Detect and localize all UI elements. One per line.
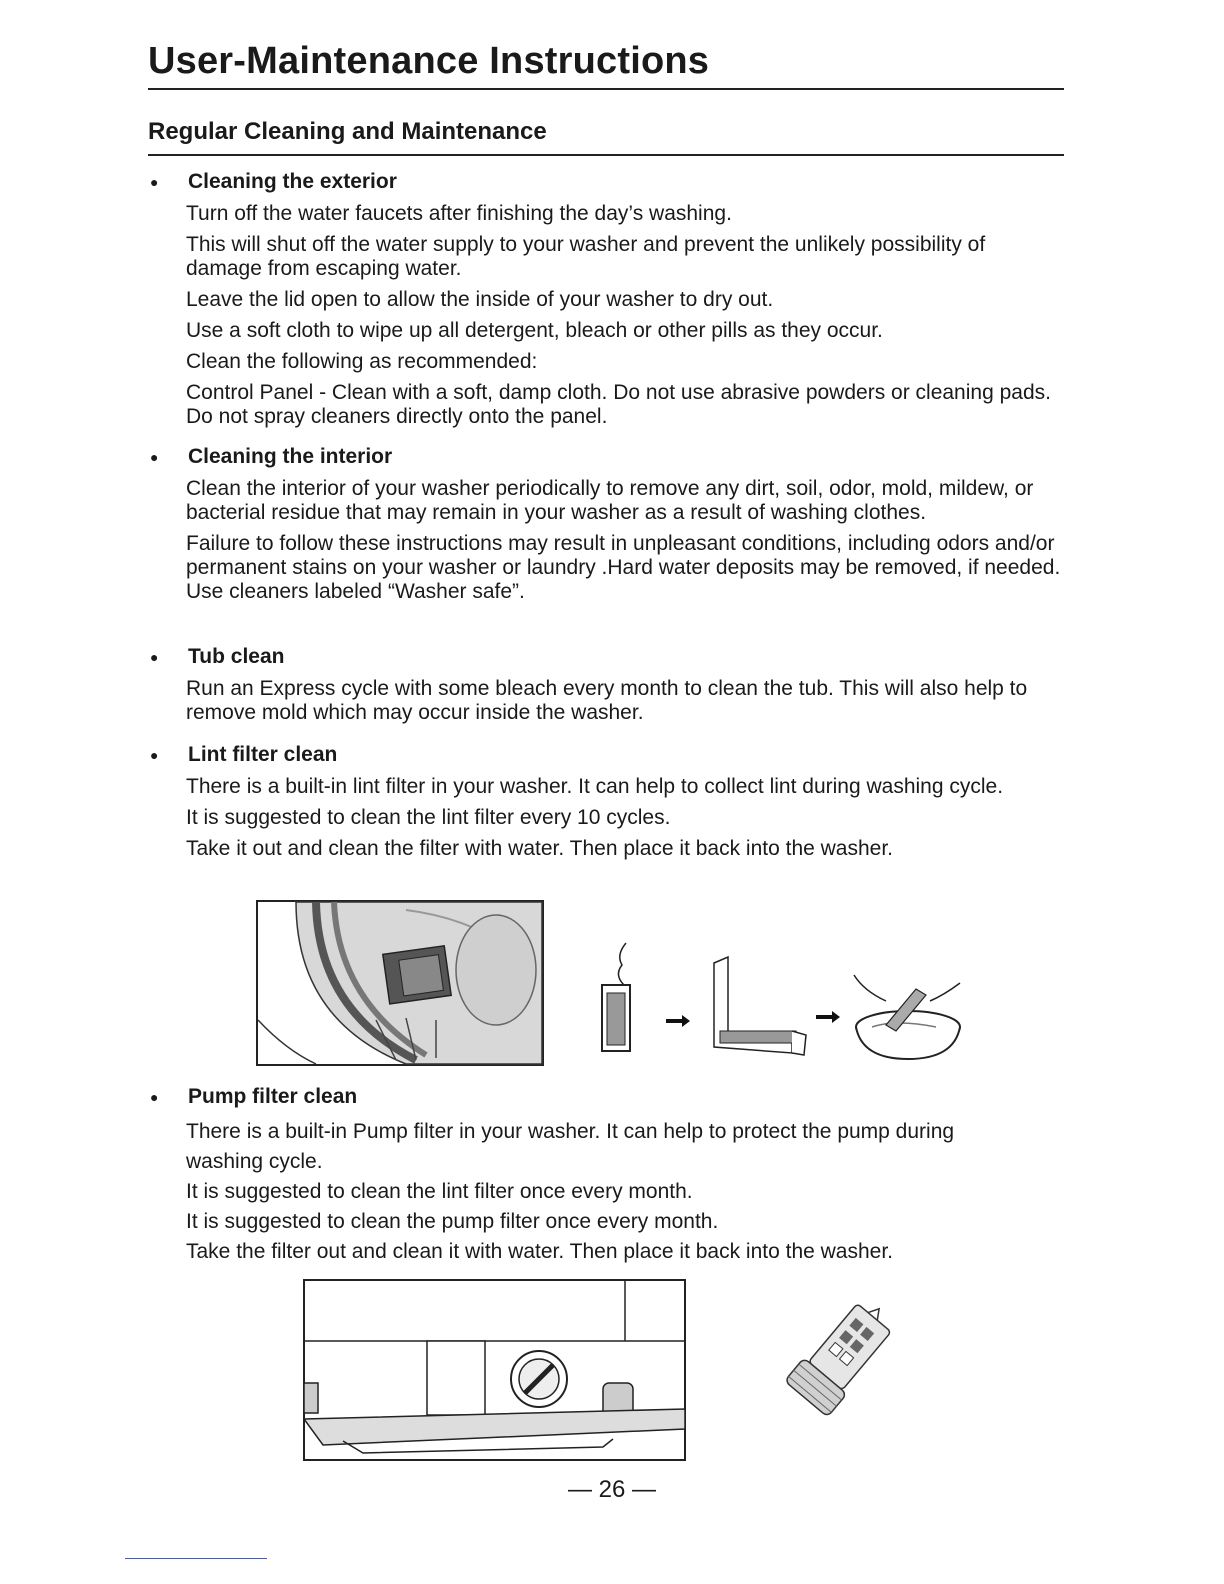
item-paragraph: This will shut off the water supply to your washer and prevent the unlikely possibility of damage from escaping water. [186,233,986,280]
page-title: User-Maintenance Instructions [148,40,710,82]
bullet-icon: ● [150,649,159,665]
pump-filter-part-illustration [775,1300,915,1430]
item-paragraph: Leave the lid open to allow the inside of your washer to dry out. [186,288,774,311]
footer-divider [125,1558,267,1559]
item-paragraph: Failure to follow these instructions may result in unpleasant conditions, including odors and/or permanent stains on your washer or laundry .Hard water deposits may be removed, if needed. Use cleaners labeled “Washer safe”. [186,532,1061,603]
item-cleaning-interior [148,443,1064,611]
washer-base-pump-filter-illustration [303,1279,686,1461]
bullet-icon: ● [150,747,159,763]
bullet-icon: ● [150,449,159,465]
item-heading: Cleaning the exterior [188,170,397,193]
item-paragraph: Turn off the water faucets after finishing the day’s washing. [186,202,732,225]
bullet-icon: ● [150,1089,159,1105]
title-rule [148,88,1064,90]
page-number: — 26 — [567,1476,657,1503]
item-paragraph: It is suggested to clean the lint filter once every month. [186,1180,693,1203]
item-pump-filter-clean [148,1083,1064,1267]
item-tub-clean [148,643,1064,732]
item-heading: Cleaning the interior [188,445,393,468]
item-paragraph: Clean the interior of your washer periodically to remove any dirt, soil, odor, mold, mildew, or bacterial residue that may remain in your washer as a result of washing clothes. [186,477,1034,524]
section-title: Regular Cleaning and Maintenance [148,118,547,145]
item-paragraph: Take the filter out and clean it with water. Then place it back into the washer. [186,1240,894,1263]
item-paragraph: Run an Express cycle with some bleach every month to clean the tub. This will also help to remove mold which may occur inside the washer. [186,677,1028,724]
item-paragraph: There is a built-in Pump filter in your washer. It can help to protect the pump during washing cycle. [186,1120,955,1173]
item-heading: Tub clean [188,645,285,668]
item-paragraph: It is suggested to clean the pump filter once every month. [186,1210,719,1233]
item-paragraph: It is suggested to clean the lint filter every 10 cycles. [186,806,671,829]
section-rule [148,154,1064,156]
item-paragraph: There is a built-in lint filter in your washer. It can help to collect lint during washing cycle. [186,775,1004,798]
item-paragraph: Take it out and clean the filter with water. Then place it back into the washer. [186,837,894,860]
lint-filter-steps-illustration [596,935,966,1067]
washer-tub-lint-filter-illustration [256,900,544,1066]
item-cleaning-exterior [148,168,1064,436]
item-lint-filter-clean [148,741,1064,868]
item-heading: Pump filter clean [188,1085,358,1108]
item-paragraph: Clean the following as recommended: [186,350,538,373]
item-paragraph: Use a soft cloth to wipe up all detergent, bleach or other pills as they occur. [186,319,883,342]
item-paragraph: Control Panel - Clean with a soft, damp cloth. Do not use abrasive powders or cleaning pads. Do not spray cleaners directly onto the panel. [186,381,1051,428]
item-heading: Lint filter clean [188,743,338,766]
bullet-icon: ● [150,174,159,190]
